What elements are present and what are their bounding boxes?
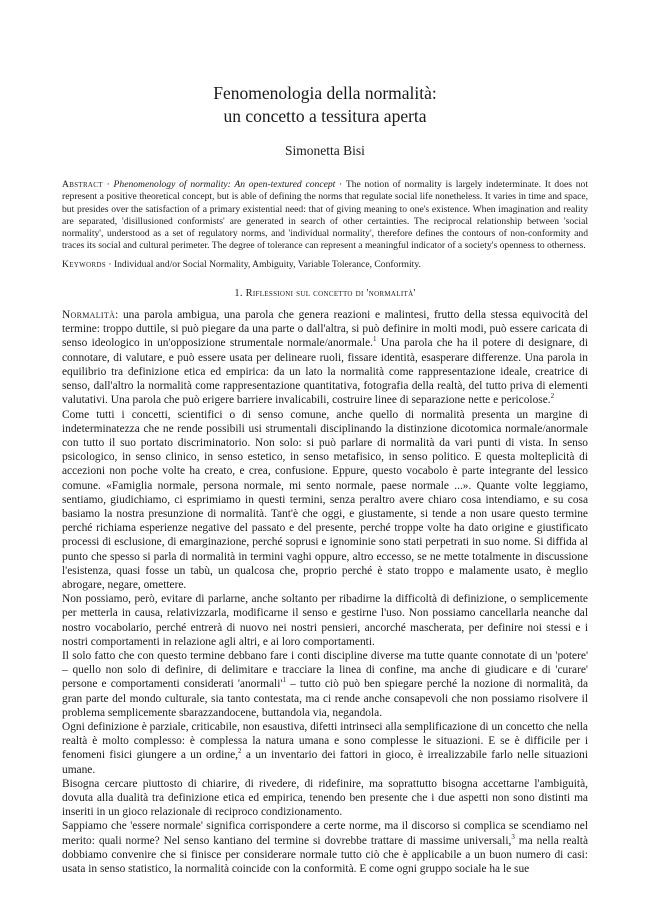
paragraph-4-text-2: – tutto ciò può ben spiegare perché la nozione di normalità, da gran parte del mondo culturale, sia tanto contestata, ma ci rende anche consapevoli che non possiamo risolvere il problema semplicemente sbarazzandocene, buttandola via, negandola. (62, 678, 589, 719)
abstract (62, 179, 588, 253)
abstract-label: Abstract (62, 179, 103, 190)
paragraph-1 (62, 308, 588, 407)
paragraph-2: Come tutti i concetti, scientifici o di senso comune, anche quello di normalità presenta un margine di indeterminatezza che ne rende possibili usi strumentali disciplinando la distinzione dicotomica normale/anormale con tutto il suo portato discriminatorio. Non solo: si può parlare di normalità da vari punti di vista. In senso psicologico, in senso clinico, in senso estetico, in senso metafisico, in senso politico. E questa molteplicità di accezioni non poche volte ha creato, e crea, confusione. Eppure, questo vocabolo è parte integrante del lessico comune. «Famiglia normale, persona normale, mi sento normale, paese normale ...». Quante volte leggiamo, sentiamo, giudichiamo, ci esprimiamo in questi termini, senza peraltro avere chiaro cosa intendiamo, e su cosa basiamo la nostra presunzione di normalità. Tant'è che oggi, e giustamente, si tende a non usare questo termine perché richiama esperienze negative del passato e del presente, perché troppe volte ha dato origine e giustificato processi di esclusione, di emarginazione, perché soprusi e ignominie sono stati perpetrati in suo nome. Si diffida al punto che spesso si parla di normalità in termini vaghi oppure, altro eccesso, se ne mette totalmente in discussione l'esistenza, quasi fosse un tabù, un qualcosa che, proprio perché è stato troppo e malamente usato, è meglio abrogare, negare, omettere. (62, 408, 588, 591)
abstract-separator: · (102, 179, 114, 190)
keywords (62, 259, 588, 271)
paragraph-7-text-2: ma nella realtà dobbiamo convenire che si finisce per considerare normale tutto ciò che è applicabile a un buon numero di casi: usata in senso statistico, la normalità coincide con la conformità. E come ogni gruppo sociale ha le sue (62, 834, 588, 875)
paragraph-7-text: Sappiamo che 'essere normale' significa corrispondere a certe norme, ma il discorso si complica se scendiamo nel merito: quali norme? Nel senso kantiano del termine si dovrebbe trattare di massime universali, (62, 820, 588, 847)
footnote-marker[interactable]: 2 (238, 747, 242, 756)
paragraph-1-text-2: Una parola che ha il potere di designare, di connotare, di valutare, e può essere usata per delineare ruoli, fissare identità, esasperare differenze. Una parola in equilibrio tra definizione etica ed empirica: da un lato la normalità come rappresentazione ideale, creatrice di senso, dall'altro la normalità come rappresentazione quantitativa, fotografia della realtà, del tutto priva di elementi valutativi. Una parola che può erigere barriere invalicabili, costruire linee di separazione nette e pericolose. (62, 337, 589, 407)
author-name: Simonetta Bisi (285, 143, 365, 158)
paper-title (62, 82, 588, 128)
title-block (62, 0, 588, 159)
paragraph-7 (62, 819, 588, 876)
section-heading: 1. Riflessioni sul concetto di 'normalità' (234, 288, 416, 300)
abstract-subtitle: Phenomenology of normality: An open-textured concept (113, 179, 336, 190)
keywords-text: · Individual and/or Social Normality, Ambiguity, Variable Tolerance, Conformity. (105, 258, 421, 270)
abstract-text: · The notion of normality is largely indeterminate. It does not represent a positive theoretical concept, but is able of defining the norms that regulate social life nonetheless. It varies in time and space, but presides over the satisfaction of a primary existential need: that of giving meaning to one's existence. When imagination and reality are separated, 'disillusioned conformists' are generated in search of other certainties. The reciprocal relationship between 'social normality', understood as a set of regulatory norms, and 'individual normality', therefore defines the contours of non-conformity and traces its social and cultural perimeter. The degree of tolerance can represent a meaningful indicator of a society's openness to otherness. (62, 179, 589, 252)
footnote-marker[interactable]: 2 (550, 392, 555, 401)
title-line-1: Fenomenologia della normalità: (213, 83, 437, 103)
paragraph-5-text-2: a un inventario dei fattori in gioco, è irrealizzabile farlo nelle situazioni umane. (62, 749, 588, 776)
title-line-2: un concetto a tessitura aperta (223, 106, 427, 126)
paragraph-3: Non possiamo, però, evitare di parlarne, anche soltanto per ribadirne la difficoltà di definizione, o semplicemente per metterla in causa, relativizzarla, modificarne il senso e gestirne l'uso. Non possiamo cancellarla neanche dal nostro vocabolario, perché entrerà di nuovo nei nostri pensieri, ancorché mascherata, per definire noi stessi e i nostri comportamenti in relazione agli altri, e ai loro comportamenti. (62, 593, 588, 648)
keywords-label: Keywords (62, 258, 106, 270)
paragraph-5 (62, 720, 588, 777)
paragraph-5-text: Ogni definizione è parziale, criticabile, non esaustiva, difetti intrinseci alla semplificazione di un concetto che nella realtà è molto complesso: è complessa la natura umana e sono complesse le situazioni. E se è difficile per i fenomeni fisici giungere a un ordine, (62, 720, 588, 762)
footnote-marker[interactable]: 3 (511, 832, 515, 841)
footnote-marker[interactable]: 1 (282, 676, 286, 685)
footnote-marker[interactable]: 1 (373, 335, 377, 344)
paragraph-1-text: : una parola ambigua, una parola che genera reazioni e malintesi, frutto della stessa equivocità del termine: troppo duttile, si può piegare da una parte o dall'altra, si può definire in molti modi, può essere caricata di senso ideologico in un'opposizione strumentale normale/anormale. (62, 309, 588, 350)
paragraph-4 (62, 649, 588, 720)
paragraph-6: Bisogna cercare piuttosto di chiarire, di rivedere, di ridefinire, ma soprattutto bisogna accettarne l'ambiguità, dovuta alla dualità tra definizione etica ed empirica, tenendo ben presente che i due aspetti non sono distinti ma inseriti in un gioco relazionale di reciproco condizionamento. (62, 777, 588, 819)
paragraph-4-text: Il solo fatto che con questo termine debbano fare i conti discipline diverse ma tutte quante connotate di un 'potere' – quello non solo di definire, di delimitare e tracciare la linea di confine, ma anche di giudicare e di 'curare' persone e comportamenti considerati 'anormali' (62, 649, 588, 691)
lead-term: Normalità (62, 309, 116, 322)
